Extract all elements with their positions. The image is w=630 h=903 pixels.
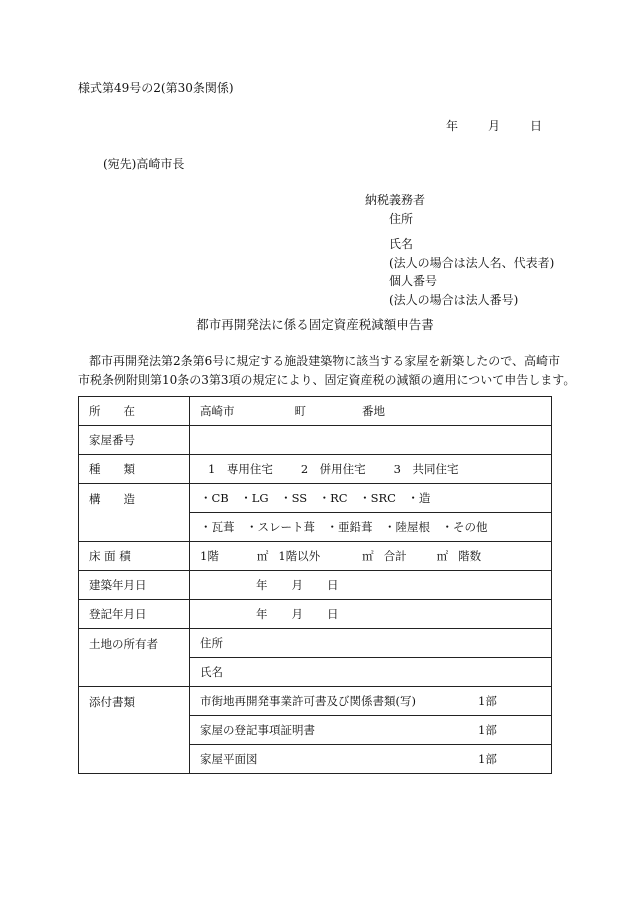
row-house-number [79, 426, 552, 455]
attachments-label: 添付書類 [79, 687, 190, 774]
registration-date-label: 登記年月日 [79, 600, 190, 629]
body-text-line-2: 市税条例附則第10条の3第3項の規定により、固定資産税の減額の適用について申告します。 [78, 373, 576, 387]
construction-year: 年 [256, 578, 268, 592]
construction-date-label: 建築年月日 [79, 571, 190, 600]
declaration-table [78, 396, 552, 774]
other-floors-label: 1階以外 [278, 549, 321, 563]
taxpayer-title: 納税義務者 [365, 193, 426, 207]
body-text-line-1: 都市再開発法第2条第6号に規定する施設建築物に該当する家屋を新築したので、高崎市 [89, 354, 561, 368]
stories-label: 階数 [458, 549, 482, 563]
land-owner-label: 土地の所有者 [79, 629, 190, 687]
row-floor-area [79, 542, 552, 571]
registration-day: 日 [327, 607, 339, 621]
land-owner-address-field[interactable]: 住所 [190, 629, 552, 658]
addressee: (宛先)高崎市長 [103, 157, 185, 171]
construction-date-field[interactable] [190, 571, 552, 600]
type-option-2[interactable]: 2 併用住宅 [300, 462, 366, 476]
attachment-count: 1部 [478, 694, 497, 708]
taxpayer-name-note: (法人の場合は法人名、代表者) [389, 256, 555, 270]
row-registration-date [79, 600, 552, 629]
house-number-field[interactable] [190, 426, 552, 455]
row-land-owner-address [79, 629, 552, 658]
type-label: 種 類 [79, 455, 190, 484]
type-options[interactable] [190, 455, 552, 484]
house-number-label: 家屋番号 [79, 426, 190, 455]
attachment-count: 1部 [478, 752, 497, 766]
taxpayer-name-label: 氏名 [389, 237, 414, 251]
floor-area-field[interactable] [190, 542, 552, 571]
other-floors-unit: ㎡ [362, 549, 374, 563]
location-field[interactable] [190, 397, 552, 426]
attachment-count: 1部 [478, 723, 497, 737]
registration-year: 年 [256, 607, 268, 621]
date-month: 月 [488, 119, 501, 133]
date-year: 年 [446, 119, 459, 133]
construction-day: 日 [327, 578, 339, 592]
row-construction-date [79, 571, 552, 600]
attachment-name: 市街地再開発事業許可書及び関係書類(写) [200, 694, 416, 708]
document-title: 都市再開発法に係る固定資産税減額申告書 [196, 317, 434, 332]
row-attachment-1 [79, 687, 552, 716]
location-lot: 番地 [362, 404, 385, 418]
structure-options-2[interactable]: ・瓦葺 ・スレート葺 ・亜鉛葺 ・陸屋根 ・その他 [190, 513, 552, 542]
type-option-1[interactable]: 1 専用住宅 [208, 462, 273, 476]
row-type [79, 455, 552, 484]
individual-number-label: 個人番号 [389, 274, 438, 288]
registration-month: 月 [291, 607, 303, 621]
date-day: 日 [530, 119, 543, 133]
attachment-name: 家屋の登記事項証明書 [200, 723, 315, 737]
location-label: 所 在 [79, 397, 190, 426]
attachment-item [190, 687, 552, 716]
registration-date-field[interactable] [190, 600, 552, 629]
total-unit: ㎡ [436, 549, 449, 563]
total-label: 合計 [383, 549, 407, 563]
row-location [79, 397, 552, 426]
first-floor-label: 1階 [200, 549, 219, 563]
row-structure-1 [79, 484, 552, 513]
attachment-item [190, 716, 552, 745]
structure-options-1[interactable]: ・CB ・LG ・SS ・RC ・SRC ・造 [190, 484, 552, 513]
type-option-3[interactable]: 3 共同住宅 [393, 462, 459, 476]
first-floor-unit: ㎡ [256, 549, 269, 563]
taxpayer-address-label: 住所 [389, 212, 414, 226]
form-number: 様式第49号の2(第30条関係) [78, 81, 234, 95]
construction-month: 月 [291, 578, 303, 592]
floor-area-label: 床 面 積 [79, 542, 190, 571]
date-line [446, 118, 542, 134]
structure-label: 構 造 [79, 484, 190, 542]
individual-number-note: (法人の場合は法人番号) [389, 293, 519, 307]
location-city: 高崎市 [200, 404, 235, 418]
attachment-name: 家屋平面図 [200, 752, 258, 766]
land-owner-name-field[interactable]: 氏名 [190, 658, 552, 687]
attachment-item [190, 745, 552, 774]
location-town: 町 [294, 404, 306, 418]
